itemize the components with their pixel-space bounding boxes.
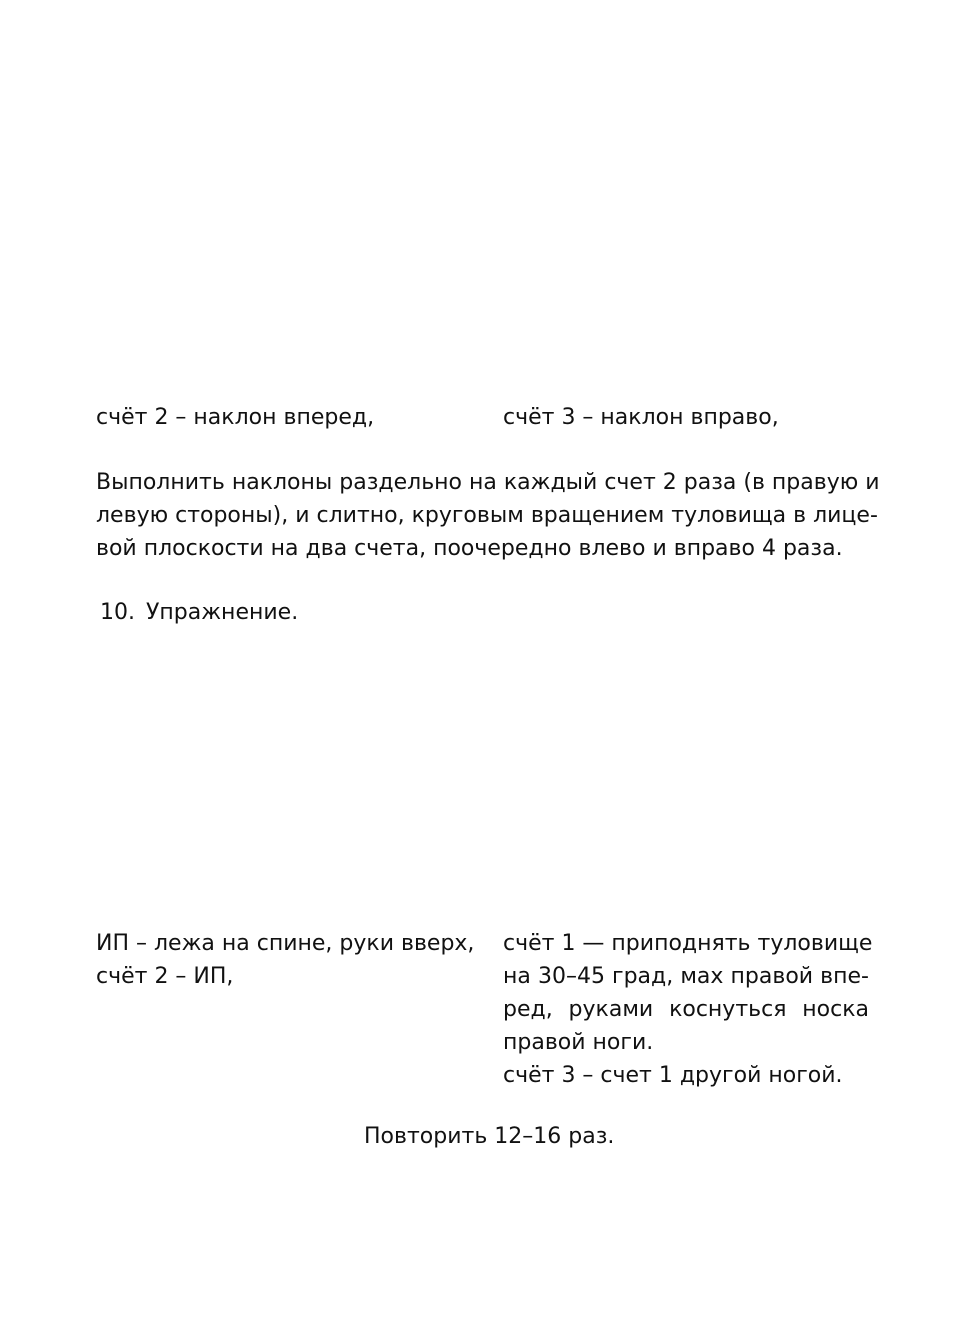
count-2-text: счёт 2 – наклон вперед, bbox=[96, 405, 375, 430]
exercise-title: Упражнение. bbox=[146, 600, 299, 625]
paragraph-line: вой плоскости на два счета, поочередно влево и вправо 4 раза. bbox=[96, 536, 843, 561]
exercise-step-line: ред, руками коснуться носка bbox=[503, 997, 869, 1022]
exercise-right-column bbox=[503, 927, 873, 1092]
exercise-step-line: правой ноги. bbox=[503, 1030, 654, 1055]
count-3-text: счёт 3 – наклон вправо, bbox=[503, 405, 779, 430]
repeat-note: Повторить 12–16 раз. bbox=[364, 1124, 615, 1149]
exercise-step-line: счёт 3 – счет 1 другой ногой. bbox=[503, 1063, 843, 1088]
exercise-step-line: на 30–45 град, мах правой впе- bbox=[503, 964, 869, 989]
exercise-number: 10. bbox=[100, 600, 135, 625]
paragraph-line: левую стороны), и слитно, круговым вращением туловища в лице- bbox=[96, 503, 878, 528]
paragraph-line: Выполнить наклоны раздельно на каждый счет 2 раза (в правую и bbox=[96, 470, 880, 495]
start-position-text: ИП – лежа на спине, руки вверх, bbox=[96, 931, 475, 956]
instruction-paragraph bbox=[96, 466, 880, 565]
count-2-return-text: счёт 2 – ИП, bbox=[96, 964, 234, 989]
exercise-step-line: счёт 1 — приподнять туловище bbox=[503, 931, 873, 956]
